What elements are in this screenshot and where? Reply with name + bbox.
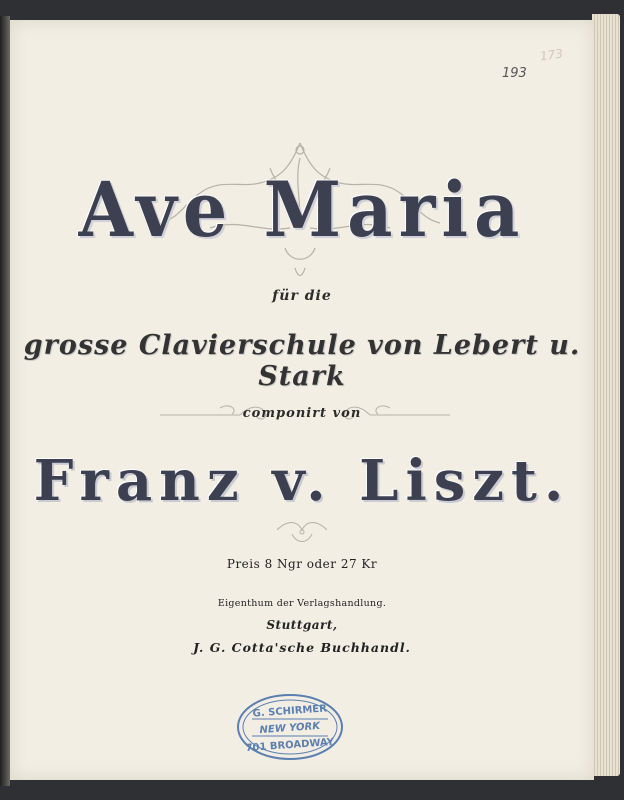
stamp-line1: G. SCHIRMER [252, 703, 328, 720]
page-number: 193 [502, 66, 527, 81]
stamp-line2: NEW YORK [259, 720, 321, 737]
dedication-fur-die: für die [272, 288, 332, 304]
title-ave-maria: Ave Maria [78, 164, 526, 255]
schirmer-stamp [236, 692, 344, 762]
composer-name: Franz v. Liszt. [33, 448, 571, 514]
dedication-school: grosse Clavierschule von Lebert u. Stark [23, 330, 581, 392]
stamp-line3: 701 BROADWAY [245, 736, 335, 755]
publisher-name: J. G. Cotta'sche Buchhandl. [193, 640, 411, 655]
pencil-mark: 173 [539, 46, 564, 64]
lower-ornament [272, 520, 332, 546]
book-spine [0, 16, 10, 786]
title-page [10, 20, 594, 780]
price: Preis 8 Ngr oder 27 Kr [226, 557, 378, 571]
ownership-notice: Eigenthum der Verlagshandlung. [217, 598, 387, 609]
publisher-city: Stuttgart, [266, 618, 338, 632]
composed-by: componirt von [242, 406, 362, 421]
page-edges [592, 14, 620, 776]
